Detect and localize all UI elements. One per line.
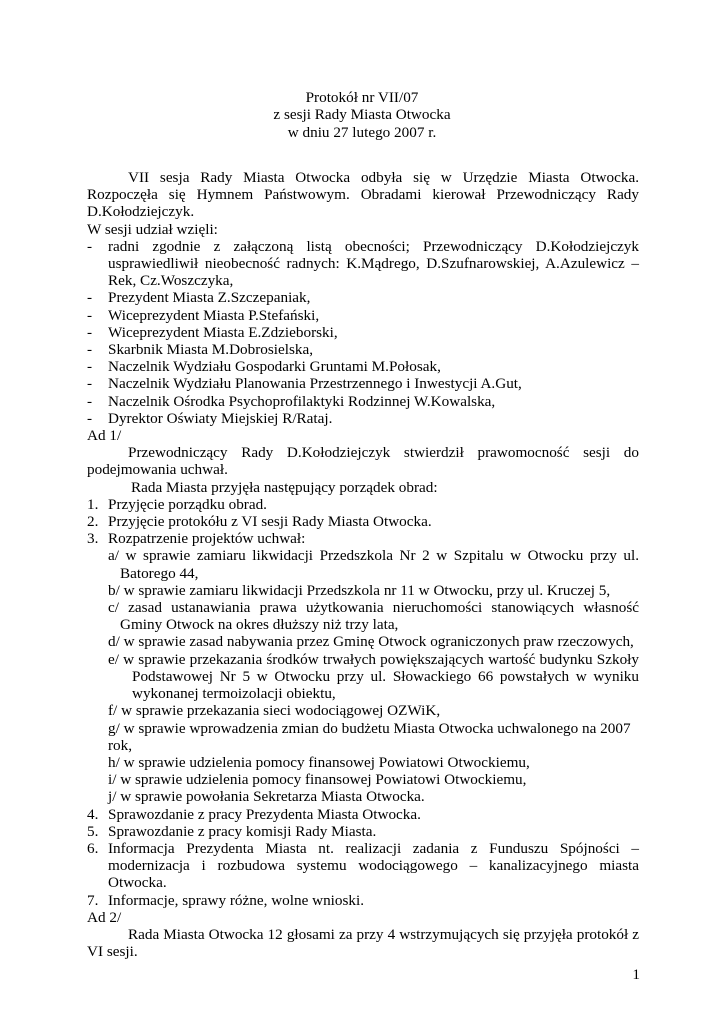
- bullet-dash: -: [87, 306, 93, 324]
- agenda-text: Informacja Prezydenta Miasta nt. realizacji zadania z Funduszu Spójności – modernizacja i rozbudowa systemu wodociągowego – kanalizacyjnego miasta Otwocka.: [108, 839, 639, 892]
- document-title: [0, 89, 724, 141]
- resolution-item: d/ w sprawie zasad nabywania przez Gminę Otwock ograniczonych praw rzeczowych,: [108, 633, 634, 651]
- resolution-item: g/ w sprawie wprowadzenia zmian do budżetu Miasta Otwocka uchwalonego na 2007 rok,: [108, 719, 631, 754]
- ad1-quorum-text: Przewodniczący Rady D.Kołodziejczyk stwierdził prawomocność sesji do podejmowania uchwał.: [87, 444, 639, 479]
- attendee-text: Wiceprezydent Miasta P.Stefański,: [108, 306, 320, 324]
- intro-paragraph: VII sesja Rady Miasta Otwocka odbyła się w Urzędzie Miasta Otwocka. Rozpoczęła się Hymnem Państwowym. Obradami kierował Przewodniczący Rady D.Kołodziejczyk.: [87, 169, 639, 221]
- document-body: [87, 169, 639, 960]
- attendee-text: Naczelnik Wydziału Gospodarki Gruntami M.Połosak,: [108, 358, 441, 376]
- resolution-item: e/ w sprawie przekazania środków trwałych powiększających wartość budynku Szkoły Podstawowej Nr 5 w Otwocku przy ul. Słowackiego 66 powstałych w wyniku wykonanej termoizolacji obiektu,: [108, 650, 639, 703]
- resolution-item: h/ w sprawie udzielenia pomocy finansowej Powiatowi Otwockiemu,: [108, 753, 530, 771]
- resolution-item: i/ w sprawie udzielenia pomocy finansowej Powiatowi Otwockiemu,: [108, 771, 527, 789]
- list-item: [87, 324, 639, 341]
- attendee-text: Skarbnik Miasta M.Dobrosielska,: [108, 341, 314, 359]
- title-line-protocol-number: Protokół nr VII/07: [305, 89, 419, 106]
- resolution-list: [87, 547, 639, 805]
- agenda-text: Przyjęcie protokółu z VI sesji Rady Miasta Otwocka.: [108, 513, 432, 531]
- resolution-item: j/ w sprawie powołania Sekretarza Miasta Otwocka.: [108, 788, 425, 806]
- bullet-dash: -: [87, 289, 93, 307]
- title-line-session: z sesji Rady Miasta Otwocka: [273, 106, 451, 124]
- resolution-item: a/ w sprawie zamiaru likwidacji Przedszkola Nr 2 w Szpitalu w Otwocku przy ul. Batorego 44,: [108, 547, 639, 582]
- agenda-item: [87, 496, 639, 513]
- agenda-text: Informacje, sprawy różne, wolne wnioski.: [108, 891, 364, 909]
- bullet-dash: -: [87, 375, 93, 393]
- agenda-item: [87, 840, 639, 892]
- list-item: [87, 358, 639, 375]
- ad1-label: Ad 1/: [87, 427, 122, 445]
- bullet-dash: -: [87, 409, 93, 427]
- bullet-dash: -: [87, 341, 93, 359]
- attendance-label: W sesji udział wzięli:: [87, 220, 218, 238]
- attendee-text: Wiceprezydent Miasta E.Zdzieborski,: [108, 323, 338, 341]
- bullet-dash: -: [87, 323, 93, 341]
- agenda-item: [87, 892, 639, 909]
- list-item: [87, 307, 639, 324]
- agenda-text: Sprawozdanie z pracy Prezydenta Miasta Otwocka.: [108, 805, 421, 823]
- agenda-item: [87, 823, 639, 840]
- ad2-label: Ad 2/: [87, 908, 122, 926]
- agenda-item: [87, 513, 639, 530]
- attendee-text: Naczelnik Ośrodka Psychoprofilaktyki Rodzinnej W.Kowalska,: [108, 392, 496, 410]
- list-item: [87, 410, 639, 427]
- attendee-text: radni zgodnie z załączoną listą obecności; Przewodniczący D.Kołodziejczyk usprawiedliwił nieobecność radnych: K.Mądrego, D.Szufnarowskiej, A.Azulewicz – Rek, Cz.Woszczyka,: [108, 237, 639, 290]
- agenda-number: 2.: [87, 513, 99, 531]
- agenda-text: Przyjęcie porządku obrad.: [108, 495, 267, 513]
- attendee-text: Naczelnik Wydziału Planowania Przestrzennego i Inwestycji A.Gut,: [108, 375, 522, 393]
- bullet-dash: -: [87, 358, 93, 376]
- list-item: [87, 238, 639, 290]
- ad1-agenda-intro: Rada Miasta przyjęła następujący porządek obrad:: [131, 478, 438, 496]
- bullet-dash: -: [87, 392, 93, 410]
- agenda-item: [87, 806, 639, 823]
- agenda-item: [87, 530, 639, 547]
- attendee-text: Prezydent Miasta Z.Szczepaniak,: [108, 289, 311, 307]
- list-item: [87, 375, 639, 392]
- list-item: [87, 289, 639, 306]
- agenda-number: 1.: [87, 495, 99, 513]
- attendee-text: Dyrektor Oświaty Miejskiej R/Rataj.: [108, 409, 333, 427]
- list-item: [87, 393, 639, 410]
- agenda-number: 4.: [87, 805, 99, 823]
- page-number: 1: [632, 966, 640, 983]
- agenda-text: Rozpatrzenie projektów uchwał:: [108, 530, 306, 548]
- list-item: [87, 341, 639, 358]
- agenda-number: 3.: [87, 530, 99, 548]
- attendee-list: [87, 238, 639, 427]
- agenda-text: Sprawozdanie z pracy komisji Rady Miasta.: [108, 822, 377, 840]
- agenda-number: 7.: [87, 891, 99, 909]
- agenda-list: [87, 496, 639, 909]
- agenda-number: 5.: [87, 822, 99, 840]
- resolution-item: f/ w sprawie przekazania sieci wodociągowej OZWiK,: [108, 702, 441, 720]
- resolution-item: b/ w sprawie zamiaru likwidacji Przedszkola nr 11 w Otwocku, przy ul. Kruczej 5,: [108, 581, 611, 599]
- ad2-text: Rada Miasta Otwocka 12 głosami za przy 4 wstrzymujących się przyjęła protokół z VI sesji.: [87, 925, 639, 961]
- bullet-dash: -: [87, 237, 93, 255]
- resolution-item: c/ zasad ustanawiania prawa użytkowania nieruchomości stanowiących własność Gminy Otwock na okres dłuższy niż trzy lata,: [108, 599, 639, 634]
- title-line-date: w dniu 27 lutego 2007 r.: [287, 123, 437, 141]
- agenda-number: 6.: [87, 839, 99, 857]
